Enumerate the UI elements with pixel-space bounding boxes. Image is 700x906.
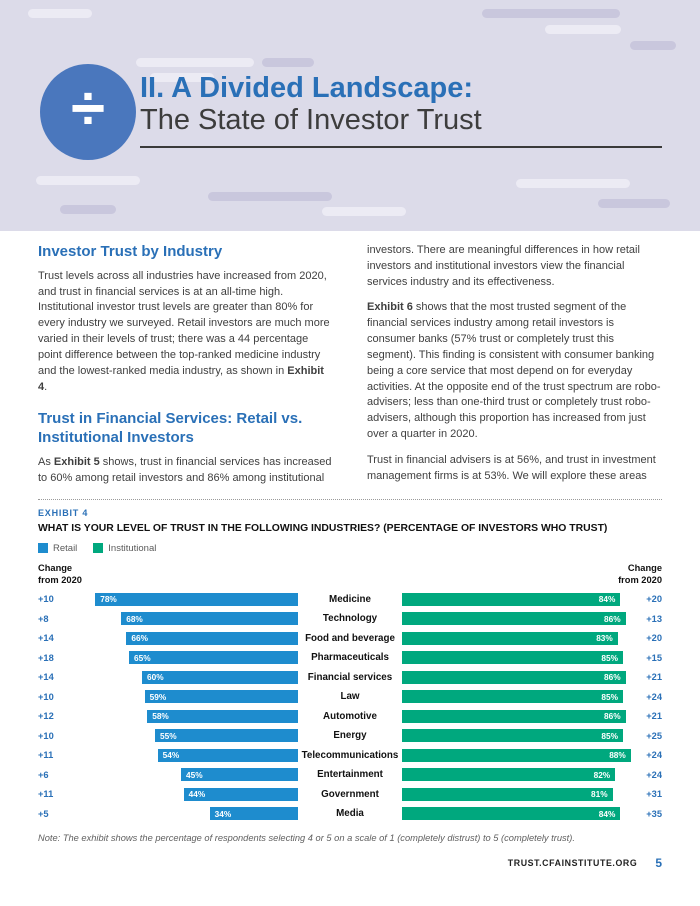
page-footer bbox=[38, 856, 662, 870]
category-label: Food and beverage bbox=[305, 632, 395, 644]
institutional-bar-value: 83% bbox=[596, 633, 613, 644]
exhibit-6-reference: Exhibit 6 bbox=[367, 301, 413, 314]
institutional-bar-track bbox=[402, 710, 632, 723]
retail-bar-track bbox=[68, 671, 298, 684]
retail-bar-track bbox=[68, 749, 298, 762]
paragraph bbox=[367, 300, 662, 442]
page-number: 5 bbox=[655, 855, 662, 870]
paragraph-text: As bbox=[38, 455, 54, 468]
retail-bar-value: 55% bbox=[160, 730, 177, 741]
footer-site-link[interactable]: TRUST.CFAINSTITUTE.ORG bbox=[507, 857, 638, 868]
decorative-bar bbox=[136, 58, 254, 67]
chart-row bbox=[38, 590, 662, 610]
category-label: Financial services bbox=[307, 671, 393, 683]
category-label: Technology bbox=[322, 613, 378, 625]
exhibit-4-reference: Exhibit 4 bbox=[38, 364, 324, 393]
retail-change-value: +6 bbox=[38, 769, 49, 780]
retail-legend-label: Retail bbox=[53, 542, 78, 554]
retail-change-value: +18 bbox=[38, 652, 54, 663]
retail-bar bbox=[95, 593, 298, 606]
institutional-bar-value: 84% bbox=[598, 594, 616, 605]
exhibit-5-reference: Exhibit 5 bbox=[53, 455, 100, 468]
institutional-bar bbox=[402, 612, 626, 625]
decorative-bar bbox=[208, 192, 332, 201]
retail-change-value: +11 bbox=[38, 750, 54, 761]
institutional-bar-track bbox=[402, 612, 632, 625]
retail-bar-track bbox=[68, 788, 298, 801]
chart-row bbox=[38, 668, 662, 688]
institutional-change-value: +25 bbox=[646, 730, 662, 741]
retail-bar-track bbox=[68, 690, 298, 703]
paragraph bbox=[38, 455, 333, 487]
retail-bar bbox=[126, 632, 298, 645]
retail-bar-track bbox=[68, 612, 298, 625]
retail-change-value: +12 bbox=[38, 711, 54, 722]
retail-bar-value: 78% bbox=[100, 594, 117, 605]
retail-bar-value: 54% bbox=[162, 750, 180, 761]
retail-bar bbox=[145, 690, 298, 703]
retail-bar bbox=[129, 651, 298, 664]
category-label: Telecommunications bbox=[301, 749, 399, 761]
institutional-bar-value: 86% bbox=[603, 711, 621, 722]
article-columns bbox=[38, 243, 662, 487]
institutional-bar-track bbox=[402, 749, 632, 762]
category-label: Pharmaceuticals bbox=[311, 652, 389, 664]
institutional-change-value: +21 bbox=[646, 672, 662, 683]
institutional-change-value: +20 bbox=[646, 633, 662, 644]
institutional-bar bbox=[402, 749, 631, 762]
retail-bar bbox=[155, 729, 298, 742]
chart-row bbox=[38, 648, 662, 668]
title-block bbox=[140, 72, 662, 148]
retail-bar bbox=[147, 710, 298, 723]
retail-bar-track bbox=[68, 768, 298, 781]
institutional-bar-value: 86% bbox=[603, 672, 621, 683]
retail-legend-swatch bbox=[38, 543, 48, 553]
retail-bar bbox=[121, 612, 298, 625]
chart-legend bbox=[38, 543, 662, 554]
retail-bar-value: 68% bbox=[126, 613, 143, 624]
section-subtitle: The State of Investor Trust bbox=[140, 104, 482, 137]
decorative-bar bbox=[516, 179, 630, 188]
exhibit-note bbox=[38, 833, 662, 843]
retail-bar bbox=[142, 671, 298, 684]
page-content bbox=[0, 243, 700, 870]
institutional-bar-track bbox=[402, 632, 632, 645]
paragraph: investors. There are meaningful differences in how retail investors and institutional investors view the financial services industry and its effectiveness. bbox=[367, 244, 640, 288]
chart-row bbox=[38, 609, 662, 629]
chart-row bbox=[38, 804, 662, 824]
institutional-bar-value: 85% bbox=[601, 652, 618, 663]
institutional-change-value: +35 bbox=[646, 808, 662, 819]
retail-bar-track bbox=[68, 729, 298, 742]
decorative-bar bbox=[598, 199, 670, 208]
decorative-bar bbox=[36, 176, 140, 185]
institutional-change-value: +24 bbox=[646, 750, 662, 761]
chart-row bbox=[38, 629, 662, 649]
institutional-bar bbox=[402, 651, 623, 664]
institutional-bar bbox=[402, 788, 613, 801]
institutional-bar bbox=[402, 632, 618, 645]
change-header-line2: from 2020 bbox=[618, 574, 662, 585]
chart-row bbox=[38, 726, 662, 746]
institutional-change-value: +13 bbox=[646, 613, 662, 624]
section-title: II. A Divided Landscape: bbox=[140, 72, 474, 104]
change-header-line2: from 2020 bbox=[38, 574, 82, 585]
retail-bar-track bbox=[68, 710, 298, 723]
retail-change-value: +8 bbox=[38, 613, 49, 624]
retail-bar-value: 58% bbox=[152, 711, 169, 722]
institutional-bar-track bbox=[402, 807, 632, 820]
exhibit-title: WHAT IS YOUR LEVEL OF TRUST IN THE FOLLOWING INDUSTRIES? (PERCENTAGE OF INVESTORS WHO TRUST) bbox=[38, 522, 608, 534]
retail-change-value: +10 bbox=[38, 594, 54, 605]
institutional-bar-value: 85% bbox=[601, 691, 618, 702]
retail-change-value: +5 bbox=[38, 808, 49, 819]
institutional-bar-value: 86% bbox=[603, 613, 621, 624]
retail-bar-value: 66% bbox=[131, 633, 149, 644]
paragraph-text: shows, trust in financial services has increased to 60% among retail investors and 86% among institutional bbox=[38, 455, 332, 484]
institutional-bar bbox=[402, 729, 623, 742]
chart-row bbox=[38, 785, 662, 805]
retail-change-value: +10 bbox=[38, 691, 54, 702]
title-rule bbox=[140, 146, 662, 148]
institutional-change-value: +24 bbox=[646, 769, 662, 780]
institutional-change-value: +21 bbox=[646, 711, 662, 722]
category-label: Automotive bbox=[323, 710, 377, 722]
institutional-bar bbox=[402, 768, 615, 781]
retail-bar-value: 59% bbox=[149, 691, 167, 702]
category-label: Entertainment bbox=[317, 769, 383, 781]
category-label: Medicine bbox=[329, 593, 371, 605]
retail-bar bbox=[210, 807, 298, 820]
institutional-bar bbox=[402, 710, 626, 723]
paragraph: Trust in financial advisers is at 56%, and trust in investment management firms is at 53%. We will explore these areas bbox=[367, 453, 656, 482]
change-header-line1: Change bbox=[627, 562, 662, 573]
institutional-bar-track bbox=[402, 593, 632, 606]
institutional-bar-value: 85% bbox=[601, 730, 618, 741]
decorative-bar bbox=[60, 205, 116, 214]
decorative-bar bbox=[545, 25, 621, 34]
retail-bar-value: 44% bbox=[188, 789, 206, 800]
change-from-2020-right-header bbox=[618, 562, 662, 586]
institutional-bar-track bbox=[402, 788, 632, 801]
institutional-legend-label: Institutional bbox=[108, 542, 157, 554]
category-label: Energy bbox=[333, 730, 367, 742]
category-label: Media bbox=[336, 808, 364, 820]
retail-bar-value: 60% bbox=[147, 672, 164, 683]
retail-bar-value: 65% bbox=[134, 652, 151, 663]
institutional-legend-swatch bbox=[93, 543, 103, 553]
chart-row bbox=[38, 746, 662, 766]
institutional-change-value: +20 bbox=[646, 594, 662, 605]
decorative-bar bbox=[630, 41, 676, 50]
institutional-bar-track bbox=[402, 651, 632, 664]
chart-row bbox=[38, 707, 662, 727]
retail-bar-track bbox=[68, 593, 298, 606]
heading-investor-trust-by-industry: Investor Trust by Industry bbox=[38, 243, 223, 260]
institutional-change-value: +31 bbox=[646, 789, 662, 800]
decorative-bar bbox=[482, 9, 620, 18]
institutional-bar-track bbox=[402, 768, 632, 781]
retail-change-value: +11 bbox=[38, 789, 54, 800]
institutional-bar bbox=[402, 807, 620, 820]
dotted-divider bbox=[38, 499, 662, 500]
paragraph-text: . bbox=[44, 380, 48, 393]
retail-bar-track bbox=[68, 807, 298, 820]
change-header-line1: Change bbox=[38, 562, 73, 573]
retail-bar-track bbox=[68, 651, 298, 664]
institutional-bar bbox=[402, 671, 626, 684]
chart-row bbox=[38, 687, 662, 707]
institutional-bar-track bbox=[402, 690, 632, 703]
note-prefix: Note: bbox=[38, 832, 61, 843]
retail-bar bbox=[184, 788, 298, 801]
retail-bar bbox=[181, 768, 298, 781]
chart-rows bbox=[38, 590, 662, 824]
decorative-bar bbox=[322, 207, 406, 216]
institutional-bar-value: 82% bbox=[593, 769, 611, 780]
page-header bbox=[0, 0, 700, 231]
heading-trust-in-financial-services: Trust in Financial Services: Retail vs. Institutional Investors bbox=[38, 410, 303, 447]
retail-bar-track bbox=[68, 632, 298, 645]
legend-item-institutional bbox=[93, 543, 156, 554]
paragraph-text: shows that the most trusted segment of the financial services industry among retail investors is consumer banks (57% trust or completely trust this segment). This finding is consistent with consumer banking being a core service that most depend on for everyday activities. At the opposite end of the trust spectrum are robo-advisers; less than one-third trust or completely trust robo-advisers, although this proportion has increased from just over a quarter in 2020. bbox=[367, 301, 661, 441]
retail-change-value: +14 bbox=[38, 633, 54, 644]
retail-change-value: +10 bbox=[38, 730, 54, 741]
decorative-bar bbox=[262, 58, 314, 67]
category-label: Law bbox=[340, 691, 360, 703]
retail-bar bbox=[158, 749, 298, 762]
institutional-bar-value: 88% bbox=[609, 750, 626, 761]
right-column bbox=[367, 243, 662, 487]
note-text: The exhibit shows the percentage of respondents selecting 4 or 5 on a scale of 1 (completely distrust) to 5 (completely trust). bbox=[60, 832, 575, 843]
division-icon bbox=[40, 64, 136, 160]
paragraph bbox=[38, 269, 333, 396]
institutional-bar bbox=[402, 593, 620, 606]
institutional-change-value: +15 bbox=[646, 652, 662, 663]
retail-bar-value: 45% bbox=[186, 769, 203, 780]
decorative-bar bbox=[28, 9, 92, 18]
division-symbol: ÷ bbox=[70, 74, 106, 143]
exhibit-label: EXHIBIT 4 bbox=[38, 507, 89, 518]
institutional-bar bbox=[402, 690, 623, 703]
institutional-bar-value: 81% bbox=[590, 789, 608, 800]
retail-bar-value: 34% bbox=[214, 808, 232, 819]
change-from-2020-left-header bbox=[38, 562, 82, 586]
left-column bbox=[38, 243, 333, 487]
institutional-bar-track bbox=[402, 729, 632, 742]
retail-change-value: +14 bbox=[38, 672, 54, 683]
legend-item-retail bbox=[38, 543, 77, 554]
institutional-bar-track bbox=[402, 671, 632, 684]
category-label: Government bbox=[321, 788, 379, 800]
paragraph-text: Trust levels across all industries have increased from 2020, and trust in financial services is at an all-time high. Institutional investor trust levels are greater than 80% for every industry we surveyed. Retail investors are much more varied in their levels of trust; there was a 44 percentage point difference between the top-ranked medicine industry and the lowest-ranked media industry, as shown in bbox=[38, 269, 330, 377]
institutional-bar-value: 84% bbox=[598, 808, 616, 819]
change-headers bbox=[38, 562, 662, 586]
chart-row bbox=[38, 765, 662, 785]
institutional-change-value: +24 bbox=[646, 691, 662, 702]
